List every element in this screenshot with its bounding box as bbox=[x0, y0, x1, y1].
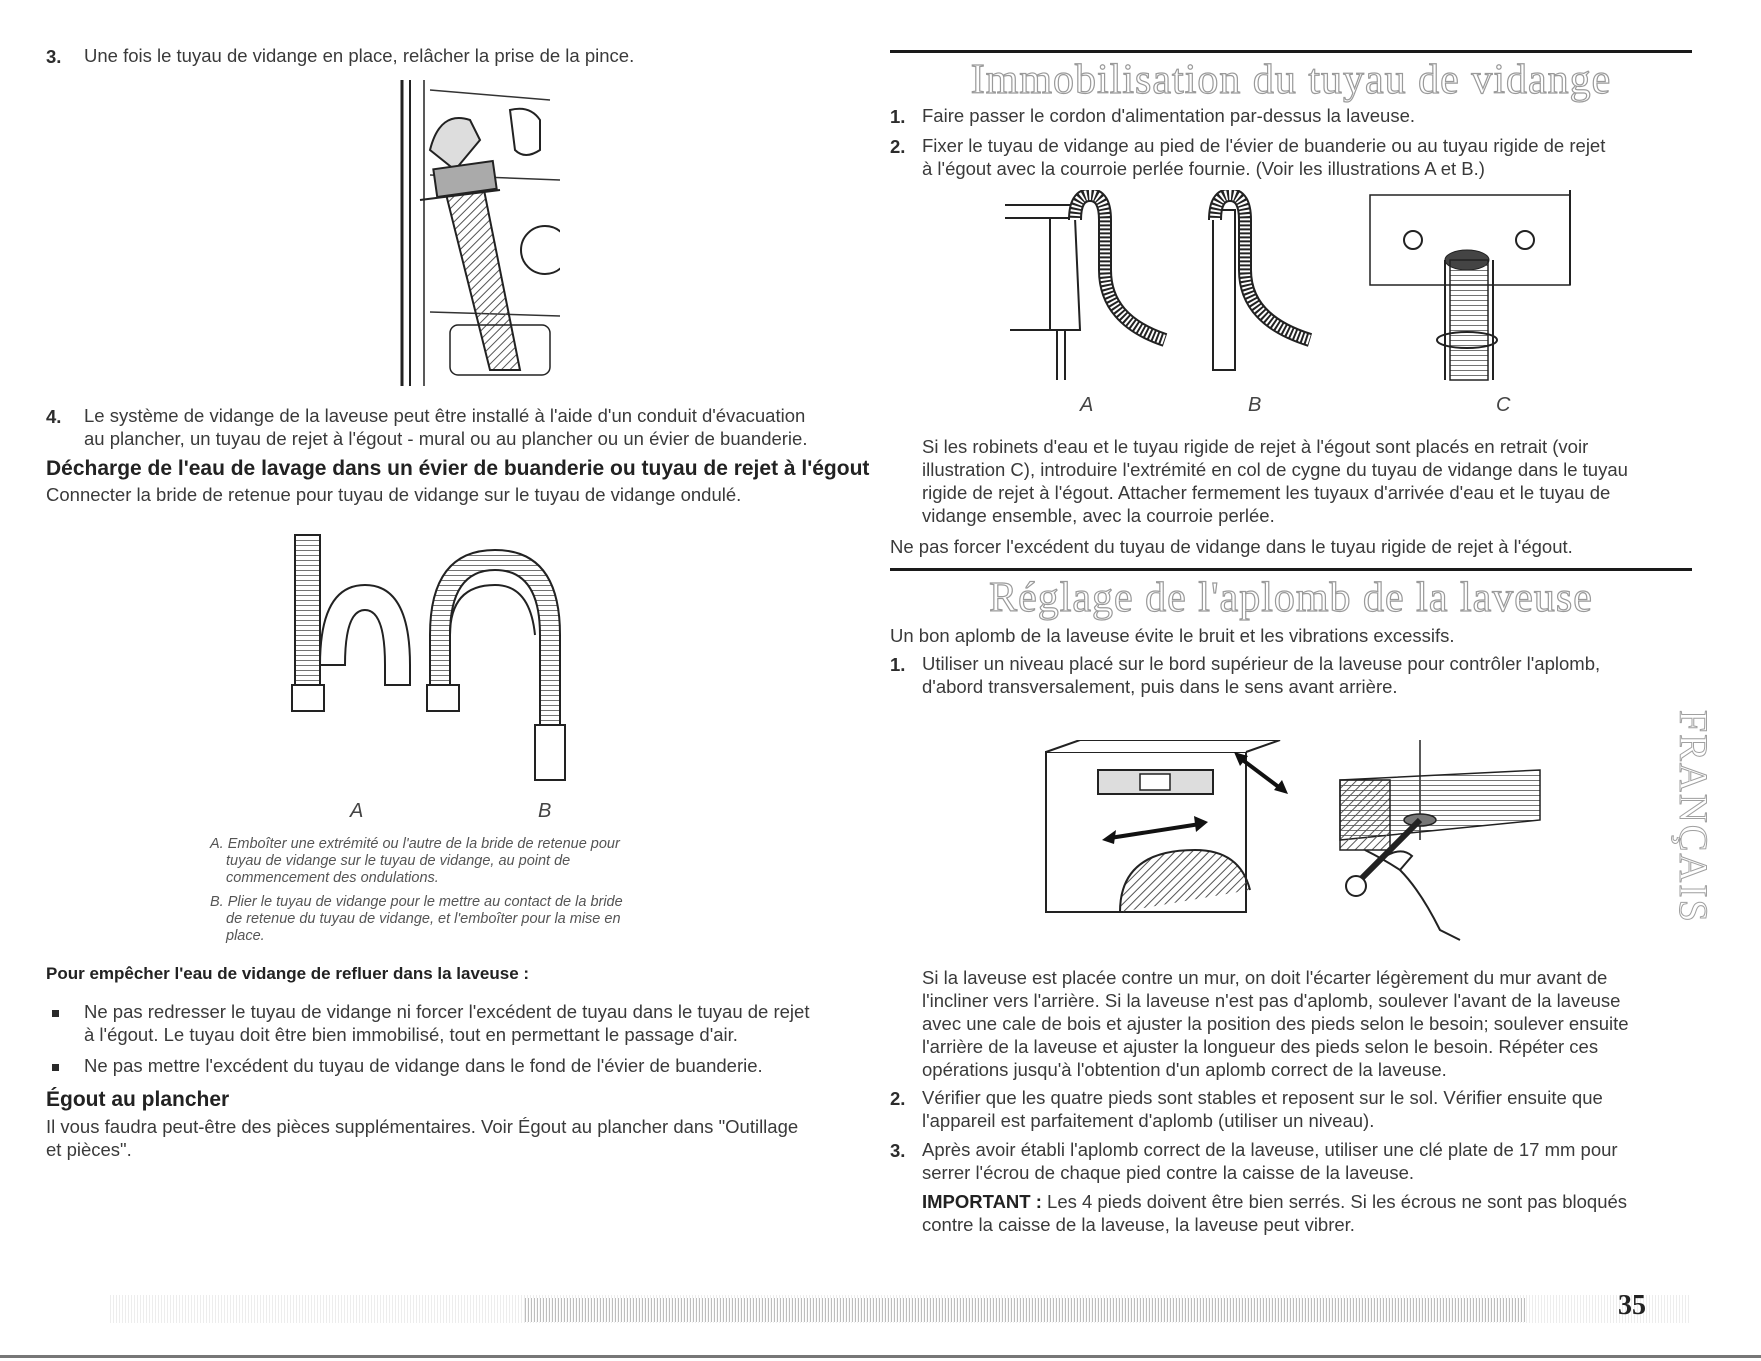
step-text: Le système de vidange de la laveuse peut être installé à l'aide d'un conduit d'évacuation bbox=[84, 405, 806, 426]
section-rule bbox=[890, 50, 1692, 53]
step-text: Après avoir établi l'aplomb correct de la laveuse, utiliser une clé plate de 17 mm pour bbox=[922, 1139, 1618, 1160]
step-text: Une fois le tuyau de vidange en place, relâcher la prise de la pince. bbox=[84, 45, 635, 66]
page-number: 35 bbox=[1618, 1290, 1646, 1321]
important-label: IMPORTANT : bbox=[922, 1191, 1042, 1212]
language-tab: FRANÇAIS bbox=[1671, 710, 1716, 924]
body-text: rigide de rejet à l'égout. Attacher fermement les tuyaux d'arrivée d'eau et le tuyau de bbox=[922, 482, 1611, 503]
body-text: Ne pas forcer l'excédent du tuyau de vidange dans le tuyau rigide de rejet à l'égout. bbox=[890, 536, 1573, 557]
body-text: avec une cale de bois et ajuster la position des pieds selon le besoin; soulever ensuite bbox=[922, 1013, 1629, 1034]
bullet-marker bbox=[52, 1064, 59, 1071]
section-title: Immobilisation du tuyau de vidange bbox=[970, 57, 1612, 103]
bullet-text: Ne pas mettre l'excédent du tuyau de vidange dans le fond de l'évier de buanderie. bbox=[84, 1055, 763, 1076]
step-number: 2. bbox=[890, 1088, 906, 1109]
important-text: Les 4 pieds doivent être bien serrés. Si les écrous ne sont pas bloqués bbox=[1041, 1191, 1628, 1212]
step-number: 1. bbox=[890, 654, 906, 675]
body-text: et pièces". bbox=[46, 1139, 132, 1160]
figure-caption: place. bbox=[226, 928, 265, 944]
body-text: Si les robinets d'eau et le tuyau rigide de rejet à l'égout sont placés en retrait (voir bbox=[922, 436, 1589, 457]
step-number: 3. bbox=[890, 1140, 906, 1161]
body-text: vidange ensemble, avec la courroie perlée. bbox=[922, 505, 1275, 526]
body-text: Il vous faudra peut-être des pièces supplémentaires. Voir Égout au plancher dans "Outillage bbox=[46, 1116, 799, 1137]
figure-caption: commencement des ondulations. bbox=[226, 870, 439, 886]
hose-bend-illustration bbox=[280, 525, 630, 795]
leveling-illustration bbox=[1040, 740, 1600, 950]
bottom-border bbox=[0, 1355, 1761, 1358]
body-text: l'incliner vers l'arrière. Si la laveuse n'est pas d'aplomb, soulever l'avant de la laveuse bbox=[922, 990, 1621, 1011]
body-text: opérations jusqu'à l'obtention d'un aplomb correct de la laveuse. bbox=[922, 1059, 1447, 1080]
step-text: Fixer le tuyau de vidange au pied de l'évier de buanderie ou au tuyau rigide de rejet bbox=[922, 135, 1606, 156]
bullet-marker bbox=[52, 1010, 59, 1017]
figure-label: A bbox=[350, 800, 364, 822]
figure-caption: de retenue du tuyau de vidange, et l'emboîter pour la mise en bbox=[226, 911, 621, 927]
figure-label: B bbox=[538, 800, 552, 822]
step-text: Vérifier que les quatre pieds sont stables et reposent sur le sol. Vérifier ensuite que bbox=[922, 1087, 1603, 1108]
step-text: Utiliser un niveau placé sur le bord supérieur de la laveuse pour contrôler l'aplomb, bbox=[922, 653, 1601, 674]
step-number: 2. bbox=[890, 136, 906, 157]
section-heading: Décharge de l'eau de lavage dans un évier de buanderie ou tuyau de rejet à l'égout bbox=[46, 457, 870, 480]
step-number: 1. bbox=[890, 106, 906, 127]
subheading: Pour empêcher l'eau de vidange de refluer dans la laveuse : bbox=[46, 964, 530, 983]
footer-band-dark bbox=[525, 1298, 1525, 1322]
hose-clamp-illustration bbox=[400, 80, 560, 386]
step-number: 4. bbox=[46, 406, 62, 427]
section-heading: Égout au plancher bbox=[46, 1088, 230, 1111]
body-text: illustration C), introduire l'extrémité en col de cygne du tuyau de vidange dans le tuyau bbox=[922, 459, 1628, 480]
body-text: Connecter la bride de retenue pour tuyau de vidange sur le tuyau de vidange ondulé. bbox=[46, 484, 742, 505]
step-text: d'abord transversalement, puis dans le sens avant arrière. bbox=[922, 676, 1398, 697]
figure-label: C bbox=[1496, 394, 1511, 416]
figure-label: B bbox=[1248, 394, 1262, 416]
step-text: l'appareil est parfaitement d'aplomb (utiliser un niveau). bbox=[922, 1110, 1375, 1131]
important-text: contre la caisse de la laveuse, la laveuse peut vibrer. bbox=[922, 1214, 1355, 1235]
figure-caption: A. Emboîter une extrémité ou l'autre de la bride de retenue pour bbox=[210, 836, 620, 852]
step-text: Faire passer le cordon d'alimentation par-dessus la laveuse. bbox=[922, 105, 1416, 126]
step-text: au plancher, un tuyau de rejet à l'égout - mural ou au plancher ou un évier de buanderie. bbox=[84, 428, 808, 449]
figure-caption: tuyau de vidange sur le tuyau de vidange, au point de bbox=[226, 853, 571, 869]
section-title: Réglage de l'aplomb de la laveuse bbox=[989, 575, 1593, 621]
drain-hose-installation-illustration bbox=[1005, 190, 1585, 390]
important-note bbox=[922, 1190, 1627, 1214]
bullet-text: Ne pas redresser le tuyau de vidange ni forcer l'excédent de tuyau dans le tuyau de rejet bbox=[84, 1001, 810, 1022]
body-text: Un bon aplomb de la laveuse évite le bruit et les vibrations excessifs. bbox=[890, 625, 1455, 646]
step-text: serrer l'écrou de chaque pied contre la caisse de la laveuse. bbox=[922, 1162, 1415, 1183]
body-text: Si la laveuse est placée contre un mur, on doit l'écarter légèrement du mur avant de bbox=[922, 967, 1608, 988]
bullet-text: à l'égout. Le tuyau doit être bien immobilisé, tout en permettant le passage d'air. bbox=[84, 1024, 738, 1045]
step-text: à l'égout avec la courroie perlée fournie. (Voir les illustrations A et B.) bbox=[922, 158, 1485, 179]
figure-label: A bbox=[1080, 394, 1094, 416]
step-number: 3. bbox=[46, 46, 62, 67]
section-rule bbox=[890, 568, 1692, 571]
figure-caption: B. Plier le tuyau de vidange pour le mettre au contact de la bride bbox=[210, 894, 623, 910]
body-text: l'arrière de la laveuse et ajuster la longueur des pieds selon le besoin. Répéter ces bbox=[922, 1036, 1599, 1057]
